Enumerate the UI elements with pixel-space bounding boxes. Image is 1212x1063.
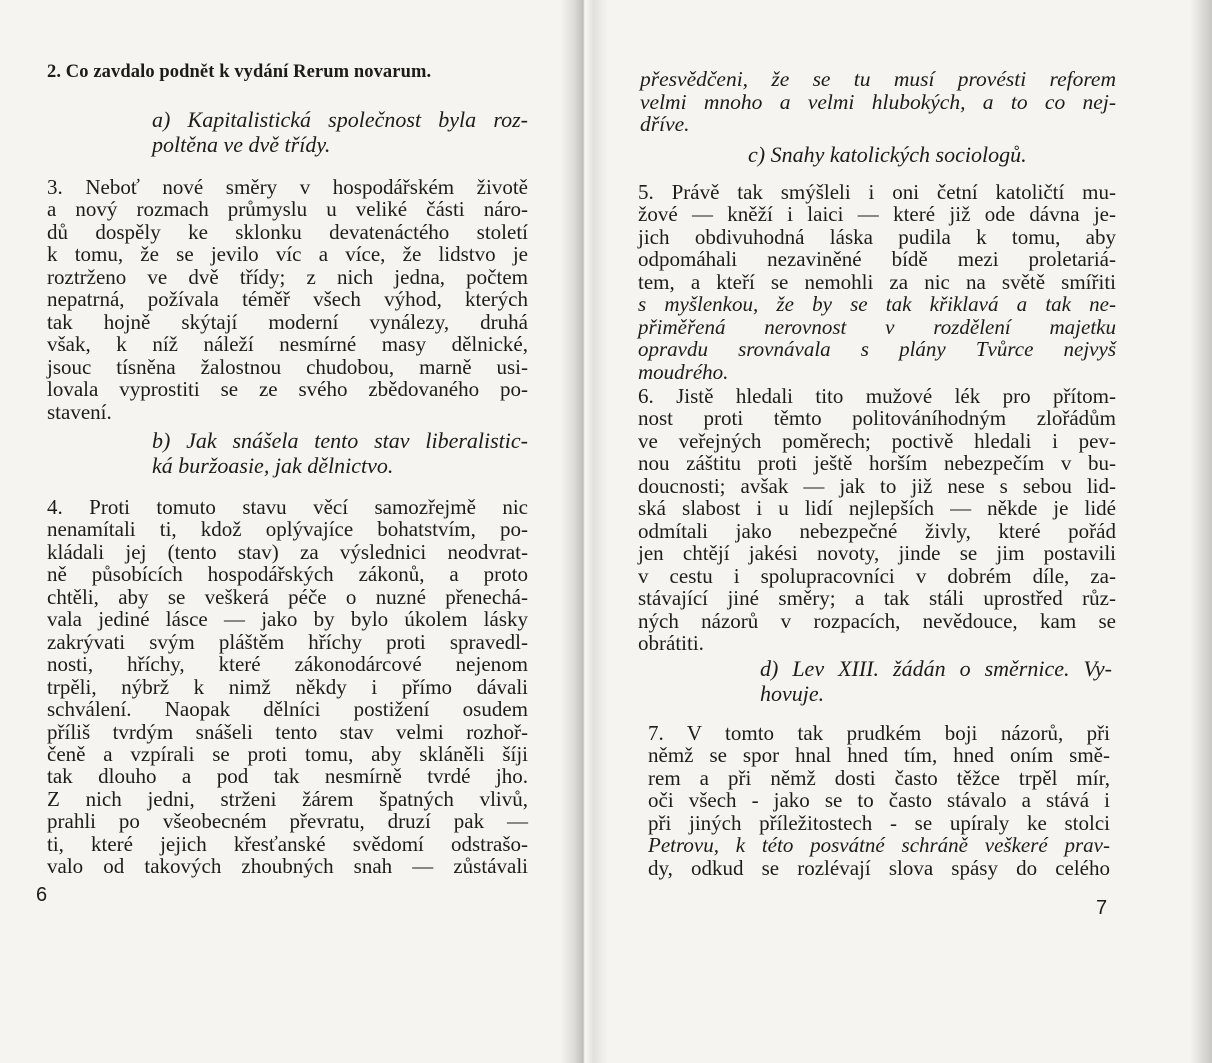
text-line: příliš tvrdým snášeli tento stav velmi rozhoř- bbox=[47, 719, 528, 744]
text-line: oči všech - jako se to často stávalo a stává i bbox=[648, 788, 1110, 813]
subheading-d bbox=[760, 656, 1112, 706]
text-line: němž se spor hnal hned tím, hned oním smě- bbox=[648, 743, 1110, 768]
text-line: 3. Neboť nové směry v hospodářském životě bbox=[47, 175, 528, 199]
text-line: trpěli, nýbrž k nimž někdy i přímo dávali bbox=[47, 674, 528, 699]
text-line: však, k níž náleží nesmírné masy dělnické, bbox=[47, 332, 528, 357]
text-line: nepatrná, požívala téměř všech výhod, kterých bbox=[47, 287, 528, 312]
text-line: obrátiti. bbox=[638, 630, 704, 655]
text-line: moudrého. bbox=[638, 359, 729, 384]
text-line: žové — kněží i laici — které již ode dávna je- bbox=[638, 202, 1116, 227]
text-line: při jiných příležitostech - se upíraly ke stolci bbox=[648, 810, 1110, 835]
text-line: 4. Proti tomuto stavu věcí samozřejmě nic bbox=[47, 495, 528, 519]
text-line: jen chtějí jakési novoty, jinde se jim postavili bbox=[638, 541, 1116, 566]
text-line: k tomu, že se jevilo víc a více, že lidstvo je bbox=[47, 242, 528, 267]
text-line: vala jediné lásce — jako by bylo úkolem lásky bbox=[47, 607, 528, 632]
text-line: rem a při němž dosti často těžce trpěl mír, bbox=[648, 765, 1110, 790]
text-line: 7. V tomto tak prudkém boji názorů, při bbox=[648, 721, 1110, 745]
paragraph-4 bbox=[47, 496, 528, 878]
paragraph-6 bbox=[638, 385, 1116, 654]
subheading-d-line-2: hovuje. bbox=[760, 681, 825, 706]
text-line: ve veřejných poměrech; poctivě hledali i pev- bbox=[638, 428, 1116, 453]
text-line: ti, které jejich křesťanské svědomí odstrašo- bbox=[47, 831, 528, 856]
subheading-a-line-1: a) Kapitalistická společnost byla roz- bbox=[152, 107, 528, 132]
text-line: stávající jiné směry; a tak stáli uprostřed růz- bbox=[638, 586, 1116, 611]
paragraph-5 bbox=[638, 181, 1116, 383]
text-line: 5. Právě tak smýšleli i oni četní katoličtí mu- bbox=[638, 180, 1116, 204]
page-number-left: 6 bbox=[36, 884, 48, 906]
text-line: Z nich jedni, strženi žárem špatných vlivů, bbox=[47, 786, 528, 811]
text-line: dříve. bbox=[640, 112, 690, 136]
text-line: valo od takových zhoubných snah — zůstávali bbox=[47, 854, 528, 879]
text-line: ných názorů v rozpacích, nevědouce, kam se bbox=[638, 608, 1116, 633]
text-line: jsouc tísněna žalostnou chudobou, marně usi- bbox=[47, 354, 528, 379]
intro-continuation bbox=[640, 68, 1116, 136]
text-line: čeně a vzpírali se proti tomu, aby skláněli šíji bbox=[47, 741, 528, 766]
section-heading: 2. Co zavdalo podnět k vydání Rerum novarum. bbox=[47, 62, 432, 82]
text-line: nenamítali ti, kdož oplývajíce bohatstvím, po- bbox=[47, 517, 528, 542]
paragraph-7 bbox=[648, 722, 1110, 879]
text-line: a nový rozmach průmyslu u veliké části náro- bbox=[47, 197, 528, 222]
subheading-c: c) Snahy katolických sociologů. bbox=[748, 142, 1027, 167]
subheading-a-line-2: poltěna ve dvě třídy. bbox=[152, 132, 331, 157]
text-line: zakrývati svým pláštěm hříchy proti spravedl- bbox=[47, 629, 528, 654]
book-gutter bbox=[560, 0, 608, 1063]
subheading-b-line-2: ká buržoasie, jak dělnictvo. bbox=[152, 453, 394, 478]
text-line: opravdu srovnávala s plány Tvůrce nejvyš bbox=[638, 337, 1116, 362]
page-edge-shadow bbox=[1190, 0, 1212, 1063]
text-line: tak hojně skýtají moderní vynálezy, druhá bbox=[47, 309, 528, 334]
subheading-b bbox=[152, 428, 528, 478]
text-line: prahli po všeobecném převratu, druzí pak — bbox=[47, 809, 528, 834]
text-line: lovala vyprostiti se ze svého zbědovaného po- bbox=[47, 377, 528, 402]
text-line: odmítali jako nebezpečné živly, které pořád bbox=[638, 518, 1116, 543]
subheading-b-line-1: b) Jak snášela tento stav liberalistic- bbox=[152, 428, 528, 453]
text-line: Petrovu, k této posvátné schráně veškeré prav- bbox=[648, 833, 1110, 858]
text-line: jich obdivuhodná láska pudila k tomu, aby bbox=[638, 224, 1116, 249]
text-line: přesvědčeni, že se tu musí provésti reforem bbox=[640, 67, 1116, 91]
text-line: přiměřená nerovnost v rozdělení majetku bbox=[638, 314, 1116, 339]
text-line: roztrženo ve dvě třídy; z nich jedna, počtem bbox=[47, 264, 528, 289]
text-line: velmi mnoho a velmi hlubokých, a to co nej- bbox=[640, 89, 1116, 114]
text-line: ně působících hospodářských zákonů, a proto bbox=[47, 562, 528, 587]
text-line: schválení. Naopak dělníci postižení osudem bbox=[47, 697, 528, 722]
text-line: v cestu i spolupracovníci v dobrém díle, za- bbox=[638, 563, 1116, 588]
text-line: stavení. bbox=[47, 399, 112, 424]
text-line: nou záštitu proti ještě horším nebezpečím v bu- bbox=[638, 451, 1116, 476]
text-line: 6. Jistě hledali tito mužové lék pro přítom- bbox=[638, 384, 1116, 408]
text-line: nost proti těmto politováníhodným zlořádům bbox=[638, 406, 1116, 431]
text-line: chtěli, aby se veškerá péče o nuzné přenechá- bbox=[47, 584, 528, 609]
text-line: nosti, hříchy, které zákonodárcové nejenom bbox=[47, 652, 528, 677]
text-line: ská slabost i u lidí nejlepších — někde je lidé bbox=[638, 496, 1116, 521]
text-line: kládali jej (tento stav) za výslednici neodvrat- bbox=[47, 539, 528, 564]
text-line: dy, odkud se rozlévají slova spásy do celého bbox=[648, 855, 1110, 880]
page-number-right: 7 bbox=[1096, 897, 1108, 919]
text-line: s myšlenkou, že by se tak křiklavá a tak ne- bbox=[638, 292, 1116, 317]
text-line: tem, a kteří se nemohli za nic na světě smířiti bbox=[638, 269, 1116, 294]
text-line: dů dospěly ke sklonku devatenáctého století bbox=[47, 219, 528, 244]
paragraph-3 bbox=[47, 176, 528, 423]
subheading-a bbox=[152, 107, 528, 157]
text-line: odpomáhali nezaviněné bídě mezi proletariá- bbox=[638, 247, 1116, 272]
text-line: doucnosti; avšak — jak to již nese s sebou lid- bbox=[638, 473, 1116, 498]
text-line: tak dlouho a pod tak nesmírně tvrdé jho. bbox=[47, 764, 528, 789]
subheading-d-line-1: d) Lev XIII. žádán o směrnice. Vy- bbox=[760, 656, 1112, 681]
